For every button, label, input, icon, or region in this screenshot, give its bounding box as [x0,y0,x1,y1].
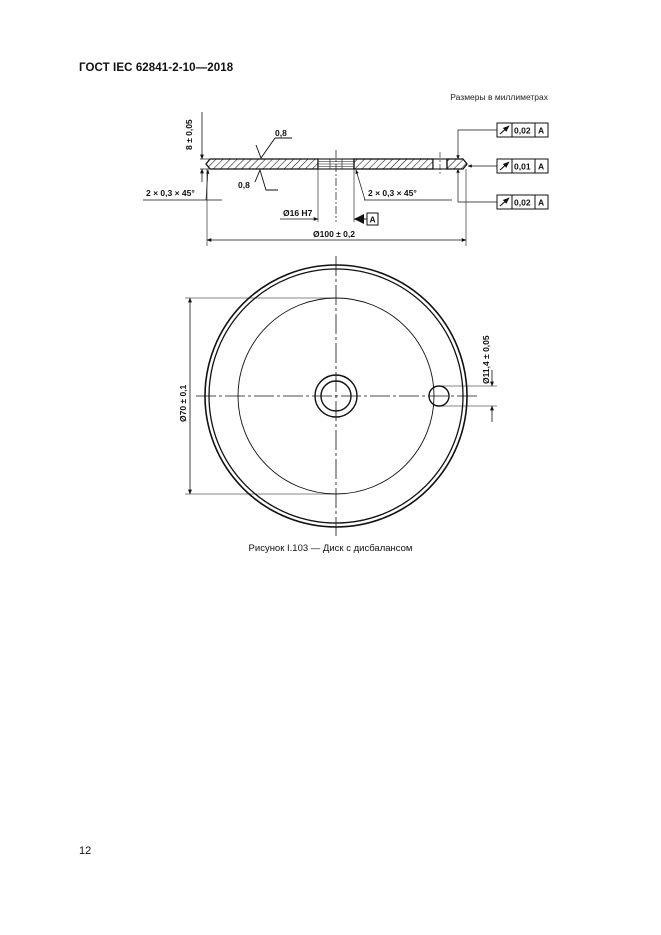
plan-view [178,256,497,536]
units-note: Размеры в миллиметрах [450,92,548,102]
roughness-top-label: 0,8 [275,128,287,138]
tolerance-value: 0,01 [514,161,531,172]
figure-caption: Рисунок I.103 — Диск с дисбалансом [248,543,413,554]
chamfer-left-label: 2 × 0,3 × 45° [146,188,195,198]
roughness-bottom-mark [255,170,278,190]
hole-diameter-label: Ø11,4 ± 0,05 [481,335,491,384]
section-right-hatched [354,159,433,169]
page-number: 12 [79,845,92,857]
tolerance-datum: A [538,125,545,136]
ring-diameter-label: Ø70 ± 0,1 [178,384,188,422]
tolerance-frame-middle [497,159,548,173]
section-left-hatched [206,159,318,169]
tolerance-frame-bottom [497,195,548,209]
document-standard-header: ГОСТ IEC 62841-2-10—2018 [79,62,234,74]
section-rim-hatched [447,159,467,169]
tolerance-value: 0,02 [514,197,531,208]
roughness-top-mark [256,138,292,158]
datum-triangle [354,214,364,224]
roughness-bottom-label: 0,8 [238,180,250,190]
tolerance-datum: A [538,197,545,208]
tolerance-value: 0,02 [514,125,531,136]
chamfer-right-label: 2 × 0,3 × 45° [368,188,417,198]
outer-diameter-label: Ø100 ± 0,2 [313,229,355,239]
datum-letter: A [369,214,376,225]
tolerance-frames [458,123,548,209]
tolerance-frame-top [497,123,548,137]
section-view [143,112,467,246]
thickness-dimension-label: 8 ± 0,05 [184,119,194,150]
bore-dimension-label: Ø16 H7 [283,208,313,218]
tolerance-datum: A [538,161,545,172]
